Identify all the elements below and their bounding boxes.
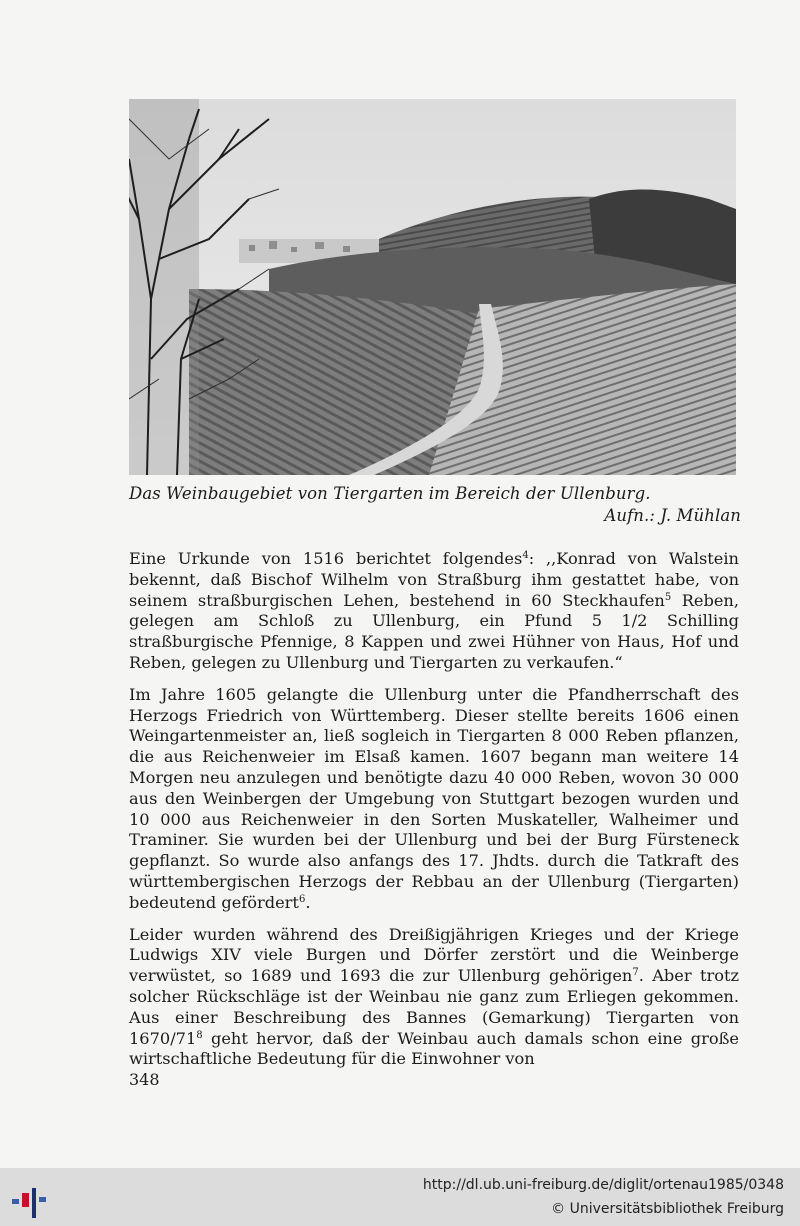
paragraph-text: . — [305, 892, 311, 912]
footnote-marker[interactable]: 5 — [664, 591, 672, 603]
vineyard-photo-drawing — [129, 99, 736, 475]
footnote-marker[interactable]: 7 — [632, 967, 639, 979]
vineyard-photo — [129, 99, 736, 475]
library-footer — [0, 1168, 800, 1226]
ub-freiburg-logo-icon[interactable] — [12, 1180, 52, 1218]
paragraph-text: : ,,Konrad von Walstein bekennt, daß Bischof Wilhelm von Straßburg ihm gestattet habe, von seinem straßburgischen Lehen, bestehend in 60 Steckhaufen — [129, 549, 739, 610]
paragraph-text: Im Jahre 1605 gelangte die Ullenburg unter die Pfandherrschaft des Herzogs Friedrich von Württemberg. Dieser stellte bereits 1606 einen Weingartenmeister an, ließ sogleich in Tiergarten 8 000 Reben pflanzen, die aus Reichenweier im Elsaß kamen. 1607 begann man weitere 14 Morgen neu anzulegen und benötigte dazu 40 000 Reben, wovon 30 000 aus den Weinbergen der Umgebung von Stuttgart bezogen wurden und 10 000 aus Reichenweier in den Sorten Muskateller, Walheimer und Traminer. Sie wurden bei der Ullenburg und bei der Burg Fürsteneck gepflanzt. So wurde also anfangs des 17. Jhdts. durch die Tatkraft des württembergischen Herzogs der Rebbau an der Ullenburg (Tiergarten) bedeutend gefördert — [129, 684, 739, 912]
footnote-marker[interactable]: 6 — [298, 893, 306, 905]
article-body — [129, 549, 739, 1081]
permalink-url[interactable]: http://dl.ub.uni-freiburg.de/diglit/ortenau1985/0348 — [422, 1177, 784, 1193]
figure-caption: Das Weinbaugebiet von Tiergarten im Bereich der Ullenburg. — [129, 484, 651, 503]
paragraph-text: Reben, gelegen am Schloß zu Ullenburg, ein Pfund 5 1/2 Schilling straßburgische Pfennige, 8 Kappen und zwei Hühner von Haus, Hof und Reben, gelegen zu Ullenburg und Tiergarten zu verkaufen.“ — [129, 590, 739, 672]
paragraph-2 — [129, 685, 739, 914]
paragraph-1 — [129, 549, 739, 674]
figure-caption-block — [129, 483, 741, 527]
photo-credit: Aufn.: J. Mühlan — [604, 506, 741, 525]
paragraph-3 — [129, 925, 739, 1071]
footnote-marker[interactable]: 4 — [522, 550, 529, 561]
paragraph-text: geht hervor, daß der Weinbau auch damals schon eine große wirtschaftliche Bedeutung für die Einwohner von — [129, 1028, 739, 1069]
page-number: 348 — [129, 1070, 160, 1089]
copyright-notice: © Universitätsbibliothek Freiburg — [551, 1201, 784, 1217]
paragraph-text: Eine Urkunde von 1516 berichtet folgendes — [129, 549, 523, 568]
paragraph-text: . Aber trotz solcher Rückschläge ist der Weinbau nie ganz zum Erliegen gekommen. Aus einer Beschreibung des Bannes (Gemarkung) Tiergarten von 1670/71 — [129, 966, 739, 1048]
paragraph-text: Leider wurden während des Dreißigjährigen Krieges und der Kriege Ludwigs XIV viele Burgen und Dörfer zerstört und die Weinberge verwüstet, so 1689 und 1693 die zur Ullenburg gehörigen — [129, 924, 739, 986]
footnote-marker[interactable]: 8 — [196, 1029, 203, 1041]
